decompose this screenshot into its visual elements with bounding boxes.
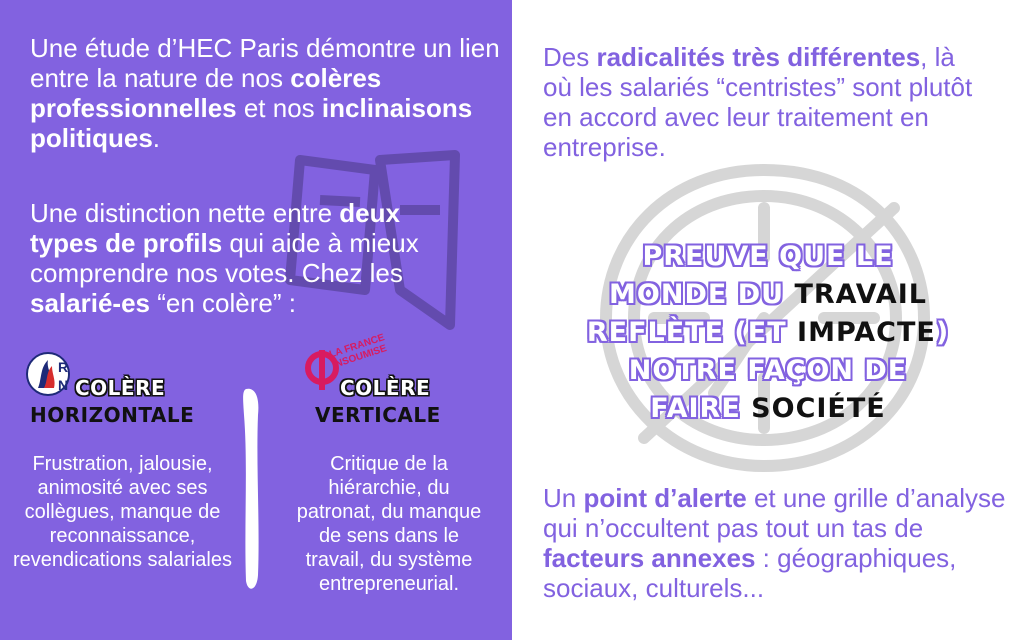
colere-verticale-title-line2: VERTICALE xyxy=(315,403,441,427)
distinction-paragraph: Une distinction nette entre deux types de profils qui aide à mieux comprendre nos votes. Chez les salarié-es “en colère” : xyxy=(30,198,419,318)
headline-line-3: REFLÈTE (ET IMPACTE) xyxy=(586,317,950,348)
headline-line-1: PREUVE QUE LE xyxy=(642,241,894,272)
colere-horizontale-title-line2: HORIZONTALE xyxy=(30,403,195,427)
headline-line-2: MONDE DU TRAVAIL xyxy=(609,279,927,310)
vertical-description: Critique de la hiérarchie, du patronat, du manque de sens dans le travail, du système entrepreneurial. xyxy=(296,453,482,595)
radicalites-paragraph: Des radicalités très différentes, là où les salariés “centristes” sont plutôt en accord avec leur traitement en entreprise. xyxy=(543,42,973,162)
rn-logo-text: RN xyxy=(58,359,69,393)
intro-paragraph: Une étude d’HEC Paris démontre un lien entre la nature de nos colères professionnelles et nos inclinaisons politiques. xyxy=(30,33,500,153)
headline-line-5: FAIRE SOCIÉTÉ xyxy=(650,393,886,424)
lfi-logo-text: LA FRANCE INSOUMISE xyxy=(328,332,389,371)
headline-line-4: NOTRE FAÇON DE xyxy=(628,355,908,386)
separator-stroke-icon xyxy=(238,385,268,595)
horizontal-description: Frustration, jalousie, animosité avec ses collègues, manque de reconnaissance, revendications salariales xyxy=(12,453,232,571)
right-panel xyxy=(512,0,1024,640)
colere-horizontale-title-line1: COLÈRE xyxy=(75,376,166,400)
alerte-paragraph: Un point d’alerte et une grille d’analyse qui n’occultent pas tout un tas de facteurs annexes : géographiques, sociaux, culturels... xyxy=(543,483,1006,603)
colere-verticale-title-line1: COLÈRE xyxy=(340,376,431,400)
headline xyxy=(512,238,1024,428)
